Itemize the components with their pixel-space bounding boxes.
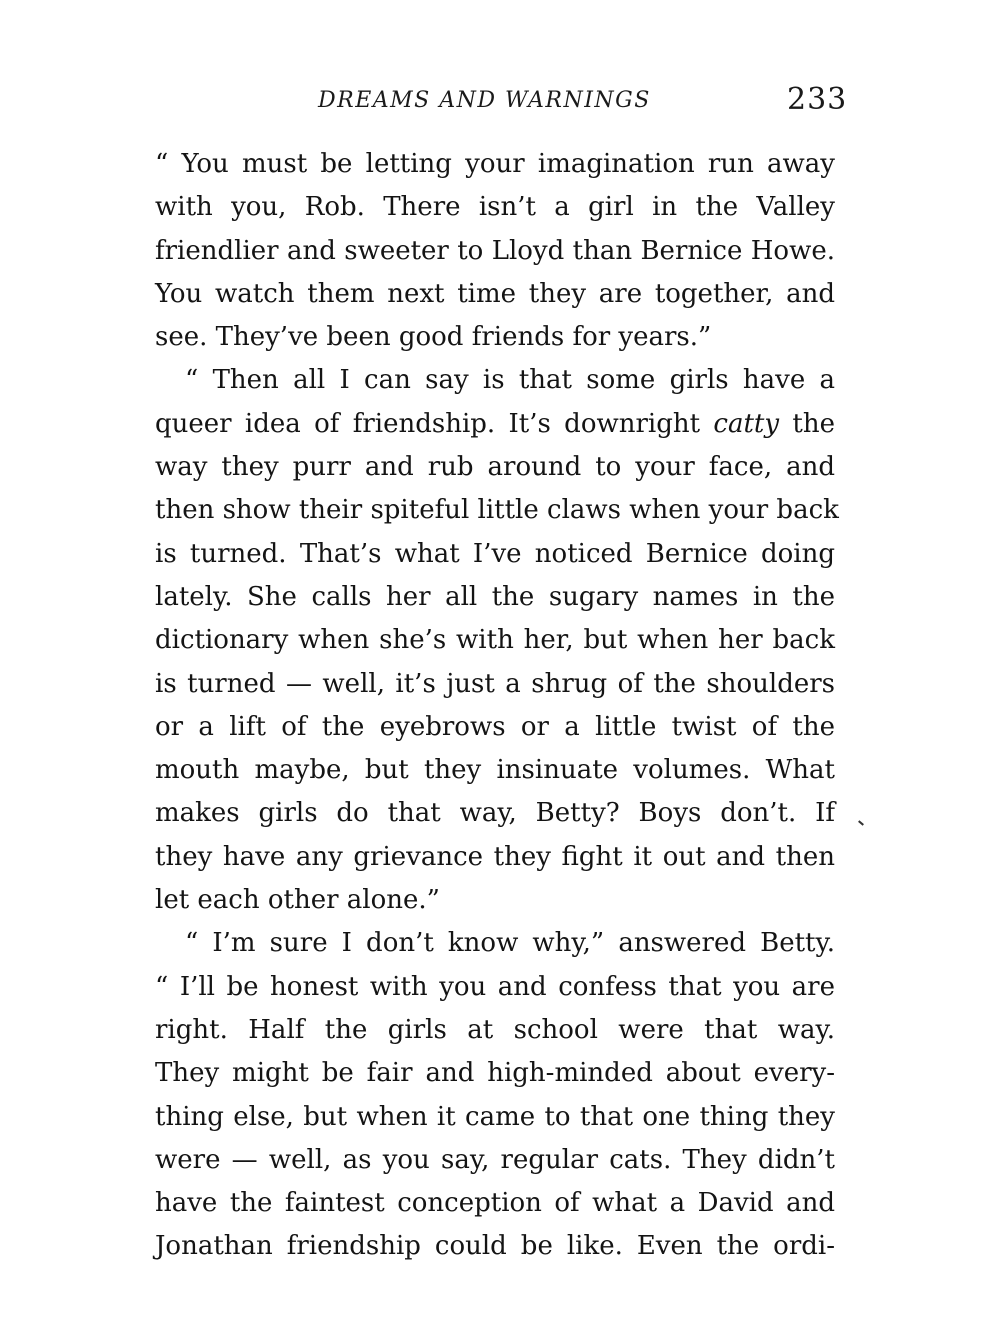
- text-line: They might be fair and high-minded about every-: [155, 1058, 835, 1089]
- text-line: queer idea of friendship. It’s downright catty the: [155, 408, 835, 439]
- text-line: let each other alone.”: [155, 885, 440, 916]
- text-line: “ I’m sure I don’t know why,” answered Betty.: [185, 928, 835, 959]
- text-line: have the faintest conception of what a David and: [155, 1188, 835, 1219]
- text-line: dictionary when she’s with her, but when her back: [155, 625, 835, 656]
- text-line: is turned. That’s what I’ve noticed Bernice doing: [155, 538, 835, 569]
- running-title: DREAMS AND WARNINGS: [318, 88, 651, 113]
- body-text: [155, 143, 839, 1269]
- text-line: You watch them next time they are together, and: [155, 278, 835, 309]
- text-line: is turned — well, it’s just a shrug of the shoulders: [155, 668, 835, 699]
- text-line: lately. She calls her all the sugary names in the: [155, 581, 835, 612]
- text-line: way they purr and rub around to your face, and: [155, 452, 835, 483]
- text-line: right. Half the girls at school were that way.: [155, 1014, 835, 1045]
- text-line: “ I’ll be honest with you and confess that you are: [155, 971, 835, 1002]
- text-line: or a lift of the eyebrows or a little twist of the: [155, 711, 835, 742]
- text-line: were — well, as you say, regular cats. They didn’t: [155, 1144, 835, 1175]
- text-line: Jonathan friendship could be like. Even the ordi-: [155, 1231, 835, 1262]
- page-number: 233: [787, 82, 848, 117]
- text-line: then show their spiteful little claws when your back: [155, 495, 839, 526]
- running-head: [0, 82, 1000, 122]
- text-line: thing else, but when it came to that one thing they: [155, 1101, 835, 1132]
- text-line: with you, Rob. There isn’t a girl in the Valley: [155, 192, 835, 223]
- italic-emphasis: catty: [713, 408, 780, 439]
- text-line: “ Then all I can say is that some girls have a: [185, 365, 835, 396]
- text-line: mouth maybe, but they insinuate volumes. What: [155, 755, 835, 786]
- text-line: see. They’ve been good friends for years.”: [155, 322, 712, 353]
- stray-mark: [858, 820, 864, 825]
- text-line: makes girls do that way, Betty? Boys don’t. If: [155, 798, 835, 829]
- text-line: “ You must be letting your imagination run away: [155, 149, 835, 179]
- text-line: friendlier and sweeter to Lloyd than Bernice Howe.: [155, 235, 835, 266]
- text-line: they have any grievance they fight it out and then: [155, 841, 835, 872]
